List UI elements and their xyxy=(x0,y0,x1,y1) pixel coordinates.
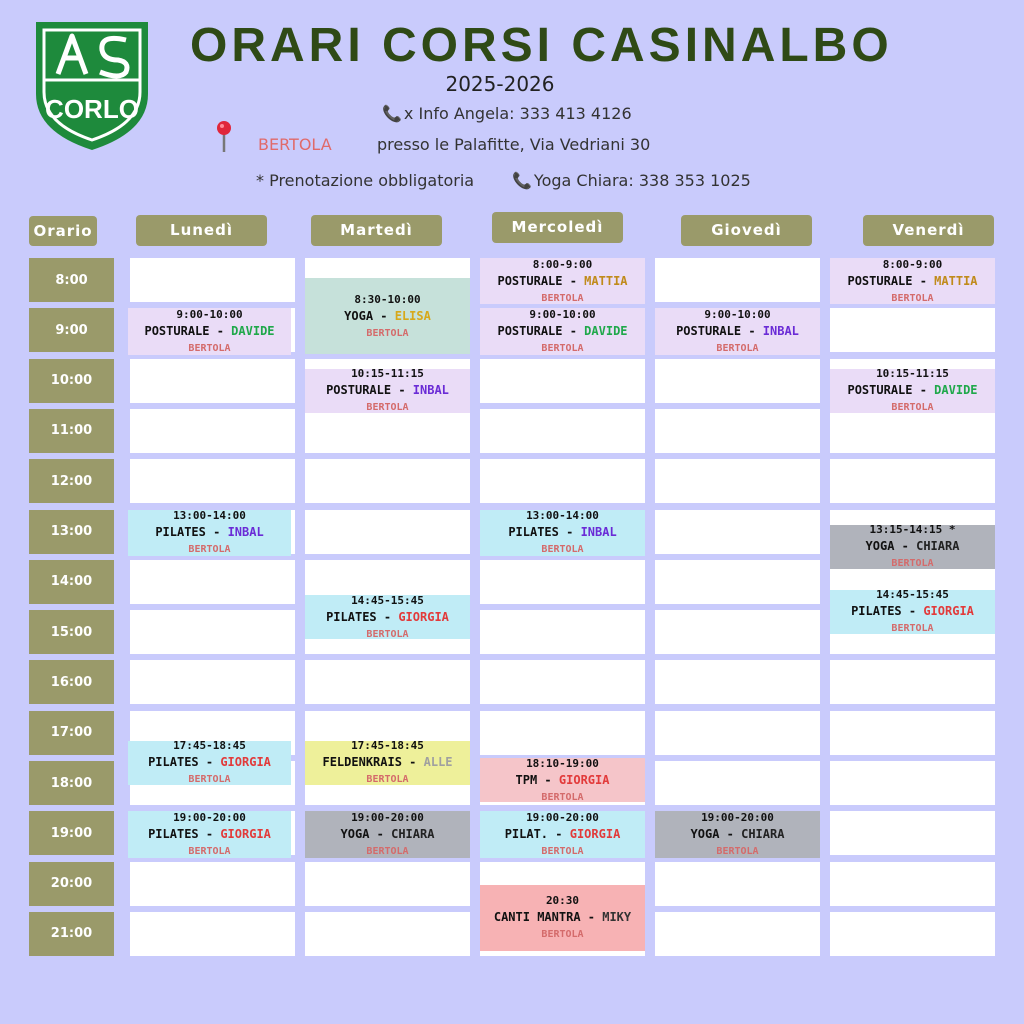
course-teacher: CHIARA xyxy=(741,826,785,841)
info-chiara xyxy=(512,170,751,192)
course-name xyxy=(305,609,470,626)
course-location: BERTOLA xyxy=(891,292,934,304)
course-name xyxy=(480,524,645,541)
time-label: 21:00 xyxy=(29,912,114,956)
course-teacher: INBAL xyxy=(412,383,449,398)
course-name xyxy=(128,323,291,340)
location-address: presso le Palafitte, Via Vedriani 30 xyxy=(377,135,651,154)
course-name xyxy=(305,826,470,843)
info-angela-text: x Info Angela: 333 413 4126 xyxy=(403,104,632,123)
slot-cell xyxy=(655,459,820,503)
course-name xyxy=(480,909,645,926)
slot-cell xyxy=(830,711,995,755)
course-teacher: INBAL xyxy=(227,525,264,540)
course-title: POSTURALE - xyxy=(847,383,935,398)
slot-cell xyxy=(305,862,470,906)
day-header-4: Venerdì xyxy=(863,215,994,246)
course-name xyxy=(480,772,645,789)
slot-cell xyxy=(655,660,820,704)
course-location: BERTOLA xyxy=(188,845,231,857)
course-title: PILATES - xyxy=(326,609,399,624)
slot-cell xyxy=(480,660,645,704)
course-teacher: ELISA xyxy=(394,308,431,323)
slot-cell xyxy=(655,912,820,956)
course-teacher: GIORGIA xyxy=(923,604,974,619)
course-name xyxy=(128,754,291,771)
slot-cell xyxy=(830,308,995,352)
course-location: BERTOLA xyxy=(891,558,934,570)
course-title: YOGA - xyxy=(344,308,395,323)
course-time: 13:00-14:00 xyxy=(173,509,246,523)
slot-cell xyxy=(130,409,295,453)
course-card xyxy=(480,258,645,304)
course-location: BERTOLA xyxy=(541,544,584,556)
slot-cell xyxy=(655,862,820,906)
course-time: 10:15-11:15 xyxy=(351,367,424,381)
slot-cell xyxy=(130,610,295,654)
course-title: PILATES - xyxy=(148,755,221,770)
slot-cell xyxy=(655,560,820,604)
slot-cell xyxy=(655,610,820,654)
info-chiara-text: Yoga Chiara: 338 353 1025 xyxy=(533,171,751,190)
phone-icon: 📞 xyxy=(512,171,532,190)
course-teacher: MATTIA xyxy=(934,273,978,288)
slot-cell xyxy=(130,359,295,403)
slot-cell xyxy=(480,610,645,654)
phone-icon: 📞 xyxy=(382,104,402,123)
course-teacher: MIKY xyxy=(602,910,632,925)
course-time: 13:15-14:15 * xyxy=(869,523,956,537)
slot-cell xyxy=(130,862,295,906)
course-name xyxy=(830,603,995,620)
course-location: BERTOLA xyxy=(891,402,934,414)
slot-cell xyxy=(830,459,995,503)
course-time: 19:00-20:00 xyxy=(173,810,246,824)
season-year: 2025-2026 xyxy=(445,72,555,96)
course-time: 17:45-18:45 xyxy=(173,739,246,753)
course-location: BERTOLA xyxy=(716,845,759,857)
time-label: 8:00 xyxy=(29,258,114,302)
course-name xyxy=(128,524,291,541)
course-title: FELDENKRAIS - xyxy=(322,755,424,770)
course-time: 8:00-9:00 xyxy=(532,257,593,271)
course-card xyxy=(305,369,470,413)
course-name xyxy=(305,382,470,399)
course-time: 8:00-9:00 xyxy=(882,257,943,271)
course-card xyxy=(655,811,820,857)
course-title: POSTURALE - xyxy=(676,323,763,338)
course-location: BERTOLA xyxy=(366,628,409,640)
course-name xyxy=(480,273,645,290)
course-title: POSTURALE - xyxy=(497,323,585,338)
slot-cell xyxy=(655,510,820,554)
course-teacher: CHIARA xyxy=(916,539,960,554)
course-teacher: DAVIDE xyxy=(584,323,628,338)
course-location: BERTOLA xyxy=(188,774,231,786)
course-card xyxy=(480,885,645,951)
course-card xyxy=(128,811,291,857)
slot-cell xyxy=(655,359,820,403)
course-name xyxy=(655,826,820,843)
slot-cell xyxy=(480,560,645,604)
day-header-0: Lunedì xyxy=(136,215,267,246)
slot-cell xyxy=(480,409,645,453)
course-teacher: GIORGIA xyxy=(569,826,621,841)
slot-cell xyxy=(830,912,995,956)
day-header-2: Mercoledì xyxy=(492,212,623,243)
time-label: 17:00 xyxy=(29,711,114,755)
page-title: ORARI CORSI CASINALBO xyxy=(190,19,893,72)
course-card xyxy=(830,258,995,304)
course-card xyxy=(480,758,645,802)
course-title: YOGA - xyxy=(340,826,392,841)
course-time: 9:00-10:00 xyxy=(176,307,243,321)
slot-cell xyxy=(305,459,470,503)
course-time: 20:30 xyxy=(545,894,580,908)
course-card xyxy=(480,510,645,556)
course-card xyxy=(305,811,470,857)
time-label: 11:00 xyxy=(29,409,114,453)
course-title: PILATES - xyxy=(148,826,221,841)
course-card xyxy=(480,308,645,354)
course-name xyxy=(830,382,995,399)
course-name xyxy=(655,323,820,340)
course-title: TPM - xyxy=(515,772,559,787)
course-title: PILATES - xyxy=(508,525,581,540)
slot-cell xyxy=(655,711,820,755)
slot-cell xyxy=(480,459,645,503)
course-name xyxy=(480,826,645,843)
course-location: BERTOLA xyxy=(541,342,584,354)
course-time: 14:45-15:45 xyxy=(351,593,424,607)
time-label: 19:00 xyxy=(29,811,114,855)
location-name: BERTOLA xyxy=(258,135,332,154)
course-teacher: INBAL xyxy=(762,323,799,338)
slot-cell xyxy=(130,258,295,302)
slot-cell xyxy=(830,660,995,704)
logo-text: CORLO xyxy=(45,94,139,124)
club-logo xyxy=(30,14,154,154)
slot-cell xyxy=(830,811,995,855)
course-time: 10:15-11:15 xyxy=(876,367,949,381)
course-title: YOGA - xyxy=(865,539,917,554)
course-location: BERTOLA xyxy=(188,544,231,556)
course-title: POSTURALE - xyxy=(326,383,413,398)
course-name xyxy=(830,273,995,290)
time-label: 18:00 xyxy=(29,761,114,805)
slot-cell xyxy=(130,912,295,956)
slot-cell xyxy=(655,258,820,302)
course-time: 14:45-15:45 xyxy=(876,588,949,602)
course-card xyxy=(128,510,291,556)
slot-cell xyxy=(130,660,295,704)
course-time: 17:45-18:45 xyxy=(351,739,424,753)
time-label: 20:00 xyxy=(29,862,114,906)
course-card xyxy=(830,369,995,413)
course-teacher: GIORGIA xyxy=(398,609,449,624)
day-header-1: Martedì xyxy=(311,215,442,246)
course-location: BERTOLA xyxy=(366,402,409,414)
time-label: 15:00 xyxy=(29,610,114,654)
course-location: BERTOLA xyxy=(541,929,584,941)
time-column-header: Orario xyxy=(29,216,97,246)
course-teacher: GIORGIA xyxy=(558,772,610,787)
course-teacher: MATTIA xyxy=(584,273,628,288)
course-location: BERTOLA xyxy=(366,774,409,786)
course-name xyxy=(128,826,291,843)
course-name xyxy=(305,754,470,771)
course-name xyxy=(480,323,645,340)
day-header-3: Giovedì xyxy=(681,215,812,246)
course-card xyxy=(830,525,995,569)
course-title: POSTURALE - xyxy=(497,273,585,288)
course-teacher: ALLE xyxy=(423,755,453,770)
location-pin-icon xyxy=(215,120,233,154)
course-time: 9:00-10:00 xyxy=(704,307,771,321)
course-card xyxy=(305,278,470,354)
time-label: 9:00 xyxy=(29,308,114,352)
slot-cell xyxy=(830,862,995,906)
course-teacher: CHIARA xyxy=(391,826,435,841)
course-location: BERTOLA xyxy=(188,342,231,354)
course-location: BERTOLA xyxy=(541,292,584,304)
course-time: 8:30-10:00 xyxy=(354,292,421,306)
time-label: 10:00 xyxy=(29,359,114,403)
slot-cell xyxy=(655,761,820,805)
course-card xyxy=(830,590,995,634)
course-time: 19:00-20:00 xyxy=(526,810,599,824)
course-teacher: INBAL xyxy=(580,525,617,540)
course-teacher: GIORGIA xyxy=(220,755,271,770)
course-title: PILAT. - xyxy=(504,826,570,841)
course-location: BERTOLA xyxy=(891,623,934,635)
course-card xyxy=(128,741,291,785)
time-label: 14:00 xyxy=(29,560,114,604)
course-title: CANTI MANTRA - xyxy=(493,910,603,925)
course-card xyxy=(480,811,645,857)
course-card xyxy=(655,308,820,354)
course-name xyxy=(830,538,995,555)
course-card xyxy=(305,741,470,785)
time-label: 16:00 xyxy=(29,660,114,704)
slot-cell xyxy=(305,510,470,554)
booking-note: * Prenotazione obbligatoria xyxy=(256,171,475,190)
info-angela xyxy=(382,103,632,125)
course-card xyxy=(128,308,291,354)
course-location: BERTOLA xyxy=(366,327,409,339)
course-title: YOGA - xyxy=(690,826,742,841)
course-card xyxy=(305,595,470,639)
course-teacher: DAVIDE xyxy=(231,323,275,338)
course-time: 19:00-20:00 xyxy=(351,810,424,824)
slot-cell xyxy=(305,660,470,704)
slot-cell xyxy=(655,409,820,453)
course-time: 19:00-20:00 xyxy=(701,810,774,824)
course-location: BERTOLA xyxy=(366,845,409,857)
slot-cell xyxy=(830,761,995,805)
course-time: 13:00-14:00 xyxy=(526,509,599,523)
course-time: 9:00-10:00 xyxy=(529,307,596,321)
slot-cell xyxy=(130,560,295,604)
course-location: BERTOLA xyxy=(541,791,584,803)
time-label: 13:00 xyxy=(29,510,114,554)
time-label: 12:00 xyxy=(29,459,114,503)
course-time: 18:10-19:00 xyxy=(526,756,599,770)
course-title: PILATES - xyxy=(851,604,924,619)
course-teacher: GIORGIA xyxy=(220,826,271,841)
slot-cell xyxy=(480,711,645,755)
course-location: BERTOLA xyxy=(541,845,584,857)
slot-cell xyxy=(480,359,645,403)
course-name xyxy=(305,308,470,325)
course-title: POSTURALE - xyxy=(847,273,935,288)
course-title: PILATES - xyxy=(155,525,228,540)
slot-cell xyxy=(305,912,470,956)
course-location: BERTOLA xyxy=(716,342,759,354)
slot-cell xyxy=(130,459,295,503)
course-title: POSTURALE - xyxy=(144,323,232,338)
course-teacher: DAVIDE xyxy=(934,383,978,398)
